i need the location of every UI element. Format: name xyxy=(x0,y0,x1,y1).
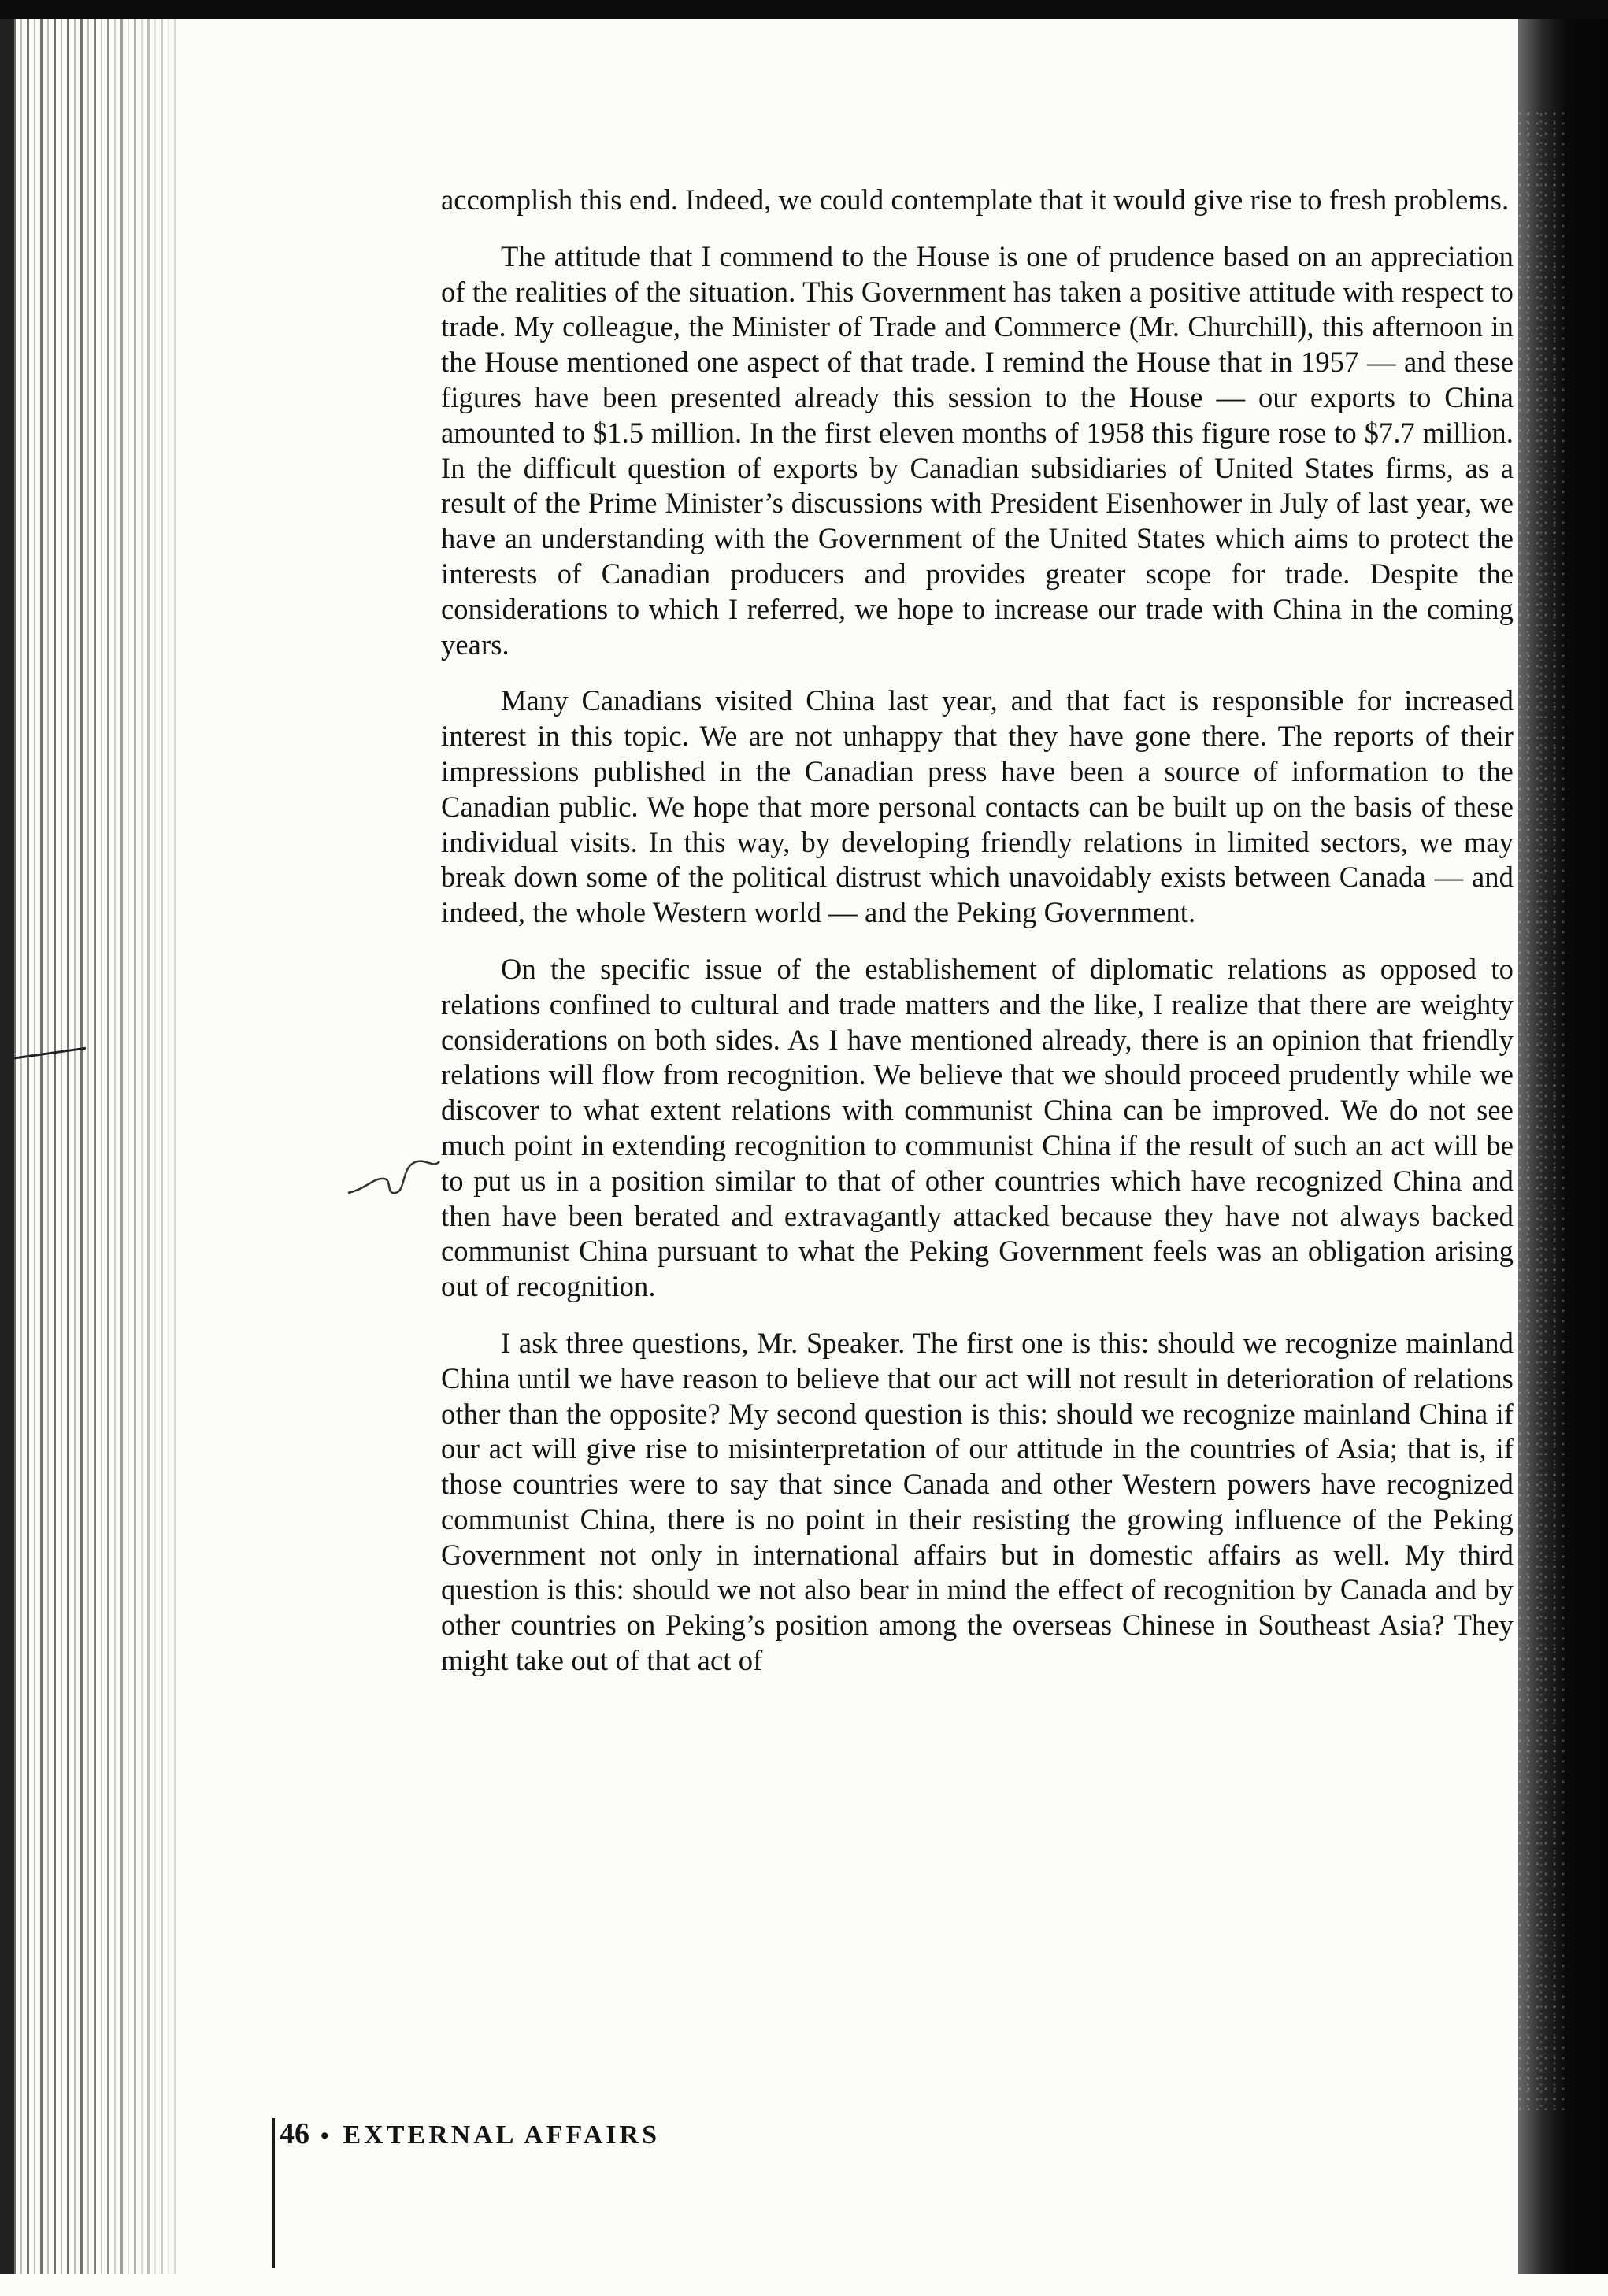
paragraph-continuation: accomplish this end. Indeed, we could contemplate that it would give rise to fresh problems. xyxy=(441,183,1510,216)
publication-title: EXTERNAL AFFAIRS xyxy=(343,2120,661,2150)
paragraph-canadian-visits: Many Canadians visited China last year, and that fact is responsible for increased interest in this topic. We are not unhappy that they have gone there. The reports of their impressions published in the Canadian press have been a source of information to the Canadian public. We hope that more personal contacts can be built up on the basis of these individual visits. In this way, by developing friendly relations in limited sectors, we may break down some of the political distrust which unavoidably exists between Canada — and indeed, the whole Western world — and the Peking Government. xyxy=(441,684,1514,929)
page-binding-edge xyxy=(0,19,181,2274)
paragraph-three-questions: I ask three questions, Mr. Speaker. The first one is this: should we recognize mainland China until we have reason to believe that our act will not result in deterioration of relations other than the opposite? My second question is this: should we recognize mainland China if our act will give rise to misinterpretation of our attitude in the countries of Asia; that is, if those countries were to say that since Canada and other Western powers have recognized communist China, there is no point in their resisting the growing influence of the Peking Government not only in international affairs but in domestic affairs as well. My third question is this: should we not also bear in mind the effect of recognition by Canada and by other countries on Peking’s position among the overseas Chinese in Southeast Asia? They might take out of that act of xyxy=(441,1326,1514,1677)
article-body xyxy=(441,183,1514,1679)
paragraph-diplomatic-relations: On the specific issue of the establishement of diplomatic relations as opposed to relations confined to cultural and trade matters and the like, I realize that there are weighty considerations on both sides. As I have mentioned already, there is an opinion that friendly relations will flow from recognition. We believe that we should proceed prudently while we discover to what extent relations with communist China can be improved. We do not see much point in extending recognition to communist China if the result of such an act will be to put us in a position similar to that of other countries which have recognized China and then have been berated and extravagantly attacked because they have not always backed communist China pursuant to what the Peking Government feels was an obligation arising out of recognition. xyxy=(441,952,1514,1303)
page-footer xyxy=(280,2116,660,2151)
footer-separator: • xyxy=(320,2123,332,2149)
scan-left-border xyxy=(0,19,14,2274)
footer-rule xyxy=(272,2118,275,2268)
margin-squiggle-mark xyxy=(346,1146,457,1201)
scan-noise xyxy=(1518,110,1565,2110)
paragraph-trade-attitude: The attitude that I commend to the House is one of prudence based on an appreciation of the realities of the situation. This Government has taken a positive attitude with respect to trade. My colleague, the Minister of Trade and Commerce (Mr. Churchill), this afternoon in the House mentioned one aspect of that trade. I remind the House that in 1957 — and these figures have been presented already this session to the House — our exports to China amounted to $1.5 million. In the first eleven months of 1958 this figure rose to $7.7 million. In the difficult question of exports by Canadian subsidiaries of United States firms, as a result of the Prime Minister’s discussions with President Eisenhower in July of last year, we have an understanding with the Government of the United States which aims to protect the interests of Canadian producers and provides greater scope for trade. Despite the considerations to which I referred, we hope to increase our trade with China in the coming years. xyxy=(441,239,1514,661)
scan-top-border xyxy=(0,0,1608,19)
page-number: 46 xyxy=(280,2117,309,2150)
